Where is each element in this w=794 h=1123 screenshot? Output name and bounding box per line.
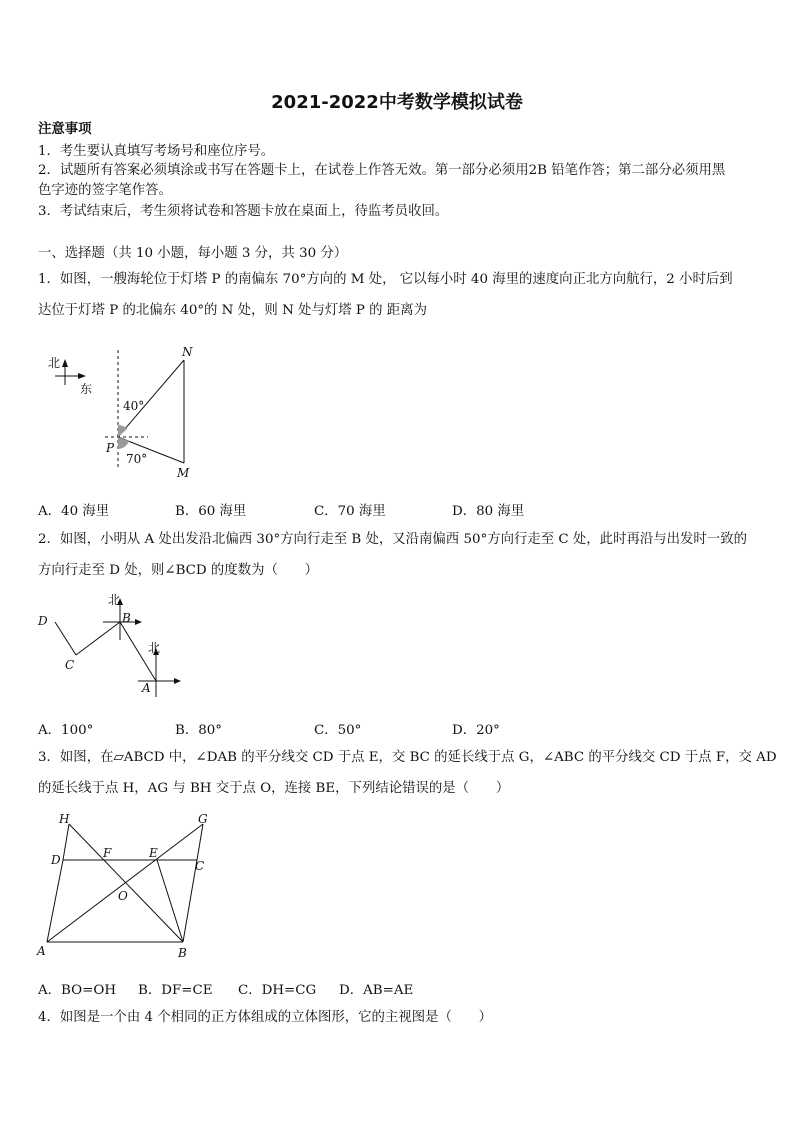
notice-item-2: 2．试题所有答案必须填涂或书写在答题卡上，在试卷上作答无效。第一部分必须用2B 铅笔作答；第二部分必须用黑: [38, 163, 726, 178]
page-title: 2021-2022中考数学模拟试卷: [271, 92, 523, 113]
point-C-label: C: [195, 859, 205, 873]
point-A-label: A: [142, 681, 151, 695]
q1-figure: [40, 345, 220, 485]
point-P-label: P: [106, 441, 115, 455]
point-H-label: H: [59, 812, 70, 826]
point-B-label: B: [178, 946, 187, 960]
q4-text-line1: 4．如图是一个由 4 个相同的正方体组成的立体图形，它的主视图是（ ）: [38, 1010, 493, 1025]
q3-figure: [35, 810, 225, 960]
point-D-label: D: [38, 614, 48, 628]
q1-option-a: A．40 海里: [38, 504, 110, 519]
section-heading: 一、选择题（共 10 小题，每小题 3 分，共 30 分）: [38, 246, 348, 261]
q2-text-line2: 方向行走至 D 处，则∠BCD 的度数为（ ）: [38, 563, 319, 578]
notice-item-1: 1．考生要认真填写考场号和座位序号。: [38, 144, 275, 159]
q3-option-c: C．DH=CG: [238, 983, 317, 998]
q2-option-d: D．20°: [452, 723, 500, 738]
north-label: 北: [48, 356, 61, 370]
point-M-label: M: [177, 466, 190, 480]
notice-item-3: 3．考试结束后，考生须将试卷和答题卡放在桌面上，待监考员收回。: [38, 204, 449, 219]
q1-option-c: C．70 海里: [314, 504, 386, 519]
angle-40-label: 40°: [123, 399, 145, 413]
segment-BH: [69, 824, 183, 942]
segment-BE: [157, 860, 183, 942]
b-north-label: 北: [108, 593, 121, 607]
a-north-label: 北: [148, 641, 161, 655]
point-A-label: A: [37, 944, 46, 958]
segment-BC: [76, 622, 120, 655]
q2-figure: [38, 592, 188, 702]
q3-option-b: B．DF=CE: [138, 983, 213, 998]
q2-option-c: C．50°: [314, 723, 362, 738]
q2-option-b: B．80°: [175, 723, 222, 738]
point-D-label: D: [51, 853, 61, 867]
q2-text-line1: 2．如图，小明从 A 处出发沿北偏西 30°方向行走至 B 处，又沿南偏西 50°方向行走至 C 处，此时再沿与出发时一致的: [38, 532, 747, 547]
q2-option-a: A．100°: [38, 723, 94, 738]
segment-AD: [47, 860, 63, 942]
segment-AG: [47, 824, 203, 942]
point-G-label: G: [198, 812, 208, 826]
b-east-arrowhead: [135, 619, 142, 625]
north-arrowhead: [62, 359, 68, 367]
segment-CG: [197, 824, 203, 860]
point-C-label: C: [65, 658, 75, 672]
q3-option-d: D．AB=AE: [339, 983, 414, 998]
point-O-label: O: [118, 889, 128, 903]
point-E-label: E: [149, 846, 158, 860]
q3-text-line2: 的延长线于点 H，AG 与 BH 交于点 O，连接 BE，下列结论错误的是（ ）: [38, 781, 510, 796]
segment-DH: [63, 824, 69, 860]
notice-item-2-cont: 色字迹的签字笔作答。: [38, 183, 172, 198]
point-B-label: B: [122, 611, 131, 625]
q1-text-line1: 1．如图，一艘海轮位于灯塔 P 的南偏东 70°方向的 M 处， 它以每小时 40 海里的速度向正北方向航行，2 小时后到: [38, 272, 733, 287]
q1-option-b: B．60 海里: [175, 504, 247, 519]
q3-text-line1: 3．如图，在▱ABCD 中，∠DAB 的平分线交 CD 于点 E，交 BC 的延长线于点 G，∠ABC 的平分线交 CD 于点 F，交 AD: [38, 750, 777, 765]
angle-70-label: 70°: [126, 452, 148, 466]
segment-CD: [55, 622, 76, 655]
notice-heading: 注意事项: [38, 121, 92, 137]
q3-option-a: A．BO=OH: [38, 983, 117, 998]
point-F-label: F: [103, 846, 112, 860]
a-east-arrowhead: [174, 678, 181, 684]
point-N-label: N: [182, 345, 193, 359]
q1-text-line2: 达位于灯塔 P 的北偏东 40°的 N 处，则 N 处与灯塔 P 的 距离为: [38, 303, 427, 318]
east-arrowhead: [78, 373, 86, 379]
q1-option-d: D．80 海里: [452, 504, 525, 519]
east-label: 东: [80, 382, 93, 396]
angle-40-marker: [118, 425, 127, 437]
